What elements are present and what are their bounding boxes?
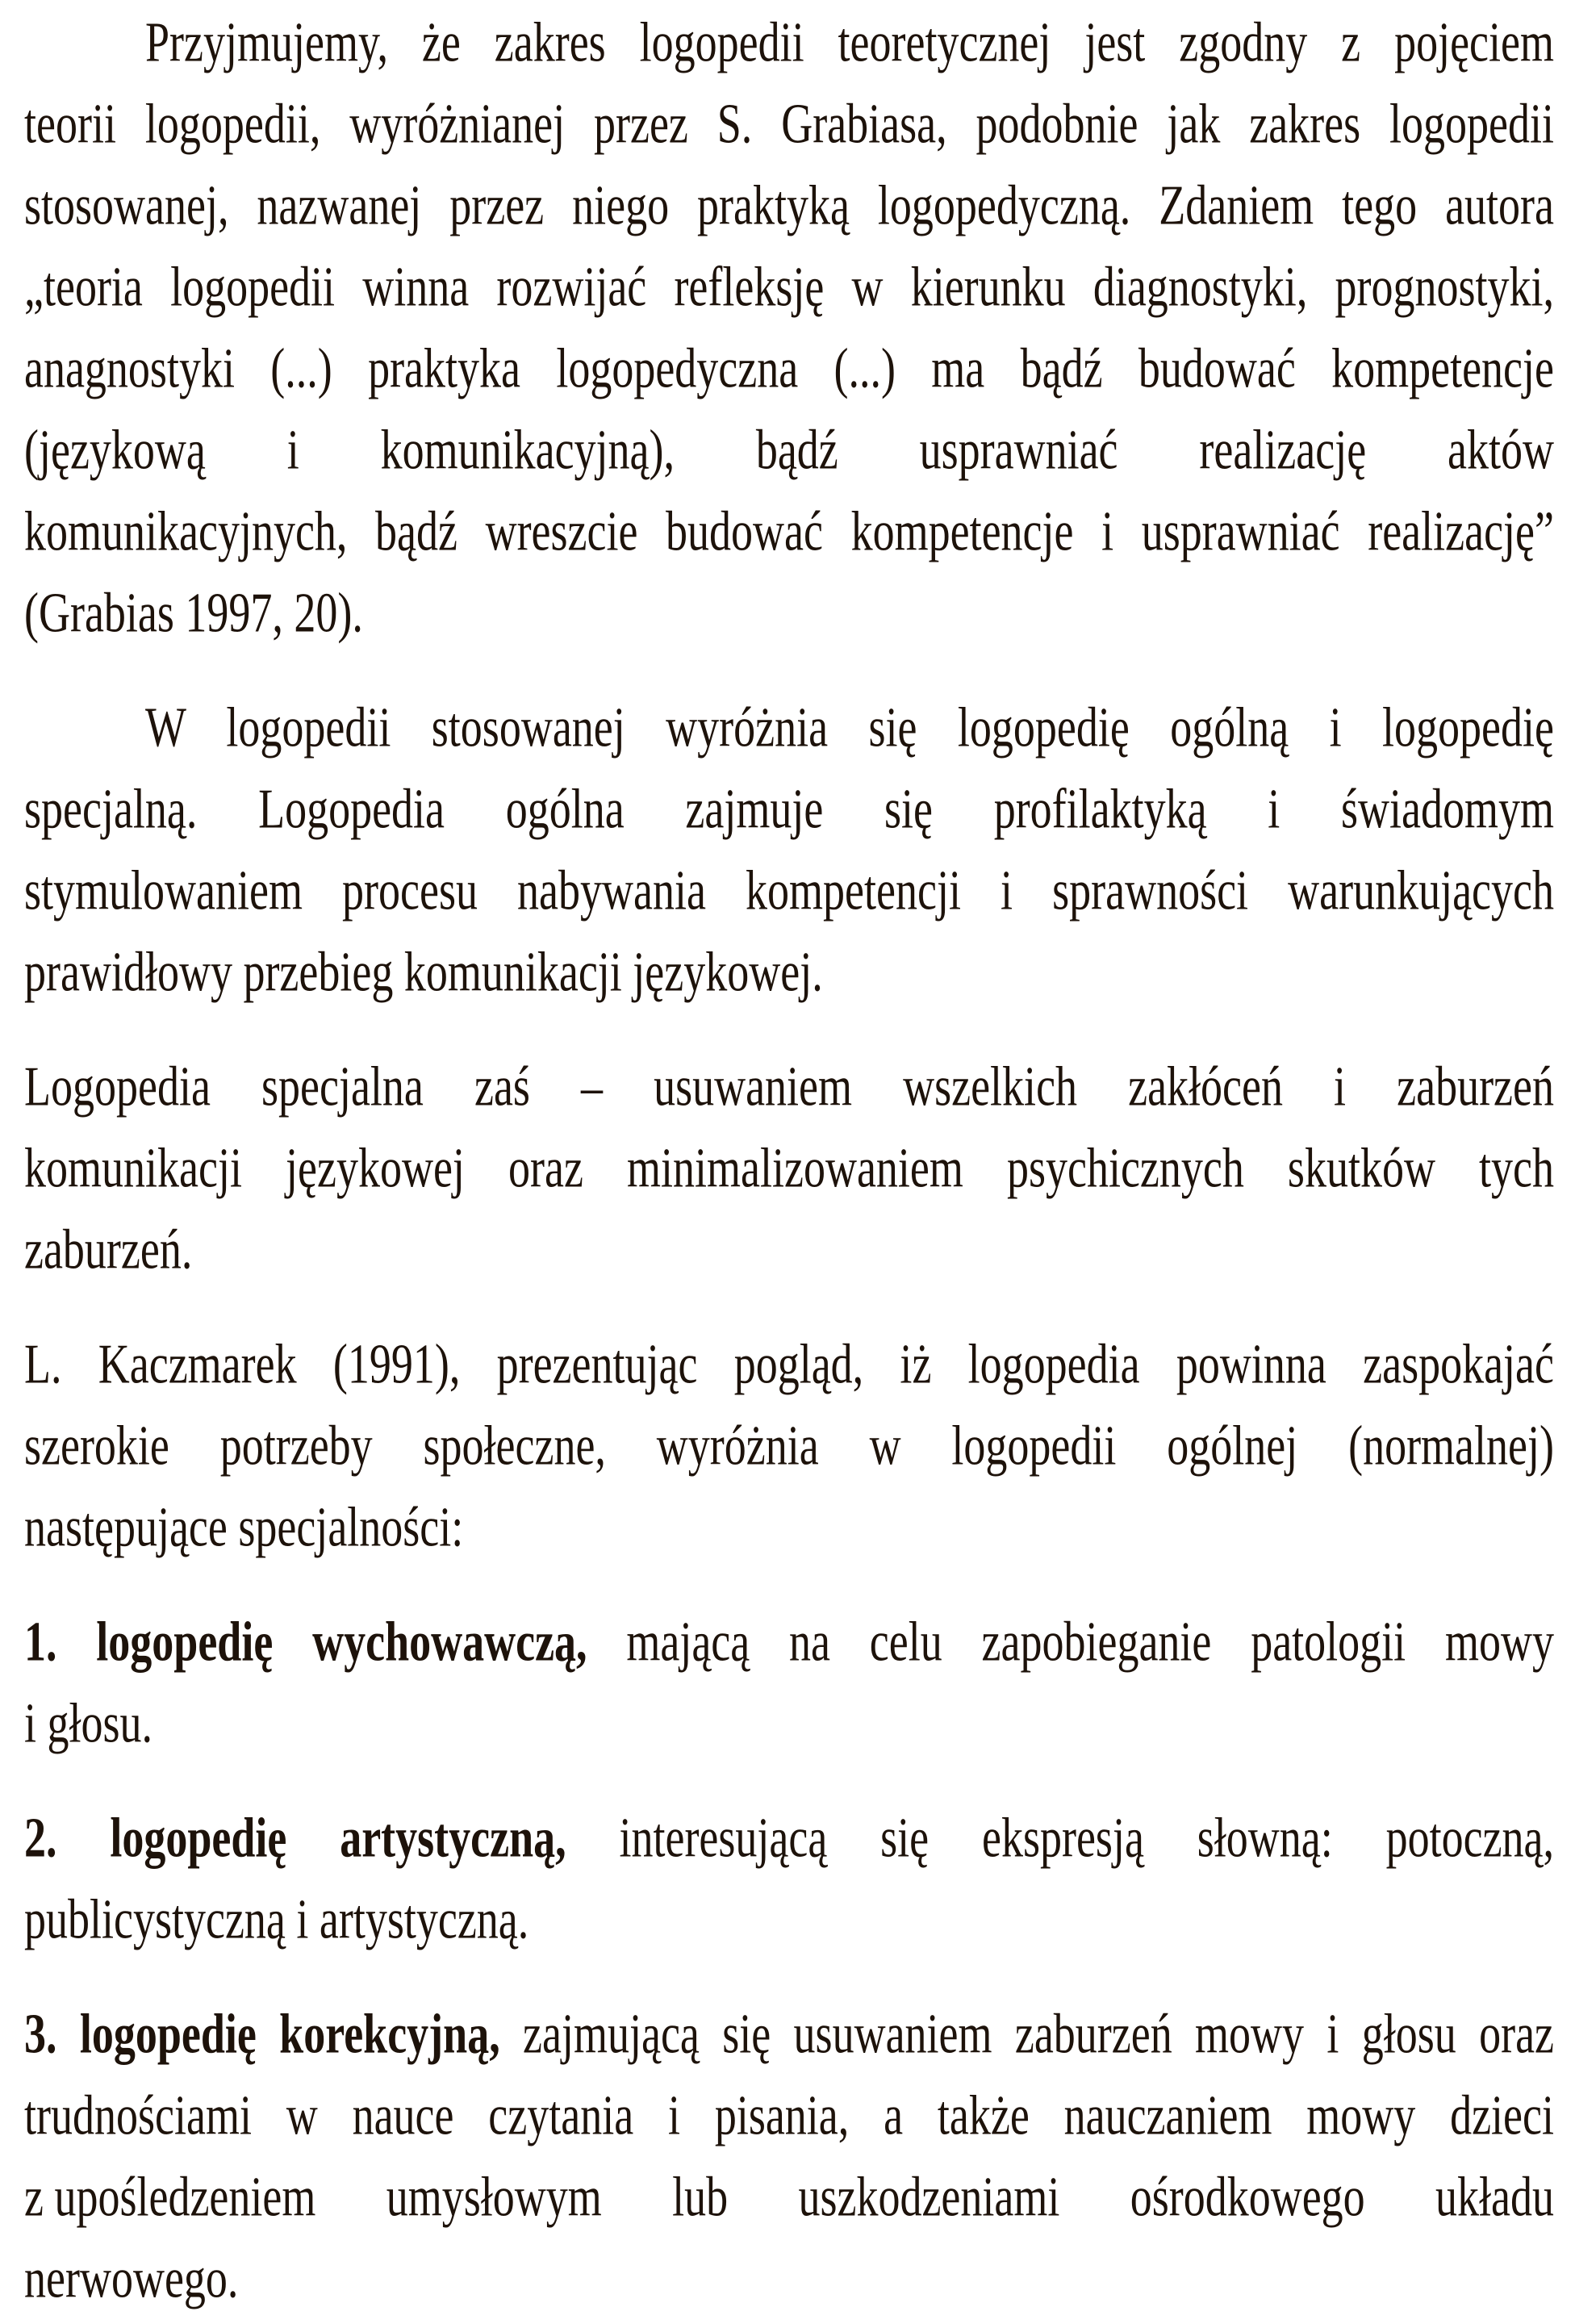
text-segment: trudnościami w nauce czytania i pisania, a także nauczaniem mowy dzieci (24, 2084, 1554, 2147)
text-segment: Przyjmujemy, że zakres logopedii teoretycznej jest zgodny z pojęciem (145, 10, 1554, 74)
text-segment: publicystyczną i artystyczną. (24, 1887, 529, 1951)
bold-term: 1. logopedię wychowawczą, (24, 1610, 587, 1674)
text-segment: stosowanej, nazwanej przez niego praktyką logopedyczną. Zdaniem tego autora (24, 173, 1554, 237)
text-segment: prawidłowy przebieg komunikacji językowej. (24, 940, 823, 1004)
text-segment: z upośledzeniem (24, 2165, 316, 2229)
text-segment: Logopedia specjalna zaś – usuwaniem wszelkich zakłóceń i zaburzeń (24, 1055, 1554, 1118)
paragraph-kaczmarek (24, 1325, 1554, 1570)
text-segment: umysłowym lub uszkodzeniami ośrodkowego układu (315, 2165, 1554, 2229)
text-segment: L. Kaczmarek (1991), prezentując pogląd, iż logopedia powinna zaspokajać (24, 1332, 1554, 1396)
paragraph-logopedia-stosowana (24, 688, 1554, 1014)
list-item-1-wychowawcza (24, 1603, 1554, 1766)
text-segment: zajmującą się usuwaniem zaburzeń mowy i głosu oraz (499, 2002, 1555, 2066)
text-segment: interesującą się ekspresją słowną: potoczną, (566, 1806, 1555, 1870)
text-segment: (językową i komunikacyjną), bądź usprawniać realizację aktów (24, 418, 1554, 482)
paragraph-logopedia-specjalna (24, 1047, 1554, 1292)
list-item-3-korekcyjna (24, 1995, 1554, 2321)
text-segment: komunikacyjnych, bądź wreszcie budować kompetencje i usprawniać realizację” (24, 499, 1554, 563)
text-segment: nerwowego. (24, 2247, 239, 2310)
text-line (24, 919, 1554, 1025)
bold-term: 2. logopedię artystyczną, (24, 1806, 566, 1870)
text-segment: W logopedii stosowanej wyróżnia się logopedię ogólną i logopedię (145, 696, 1554, 759)
text-line (24, 1474, 1554, 1580)
text-line (24, 1866, 1554, 1972)
text-line (24, 1670, 1554, 1776)
text-segment: specjalną. Logopedia ogólna zajmuje się profilaktyką i świadomym (24, 777, 1554, 841)
text-segment: „teoria logopedii winna rozwijać refleksję w kierunku diagnostyki, prognostyki, (24, 255, 1554, 319)
text-line (24, 1197, 1554, 1302)
text-segment: komunikacji językowej oraz minimalizowaniem psychicznych skutków tych (24, 1136, 1554, 1200)
text-segment: teorii logopedii, wyróżnianej przez S. Grabiasa, podobnie jak zakres logopedii (24, 92, 1554, 156)
text-line (24, 2226, 1554, 2324)
text-segment: i głosu. (24, 1691, 153, 1755)
text-segment: (Grabias 1997, 20). (24, 581, 363, 645)
text-line (24, 560, 1554, 666)
text-segment: szerokie potrzeby społeczne, wyróżnia w logopedii ogólnej (normalnej) (24, 1414, 1554, 1478)
paragraph-grabias-definition (24, 3, 1554, 655)
text-segment: zaburzeń. (24, 1218, 193, 1281)
text-segment: mającą na celu zapobieganie patologii mowy (587, 1610, 1554, 1674)
list-item-2-artystyczna (24, 1799, 1554, 1962)
text-segment: następujące specjalności: (24, 1495, 464, 1559)
bold-term: 3. logopedię korekcyjną, (24, 2002, 500, 2066)
text-segment: stymulowaniem procesu nabywania kompetencji i sprawności warunkujących (24, 859, 1554, 922)
text-segment: anagnostyki (...) praktyka logopedyczna (...) ma bądź budować kompetencje (24, 336, 1554, 400)
